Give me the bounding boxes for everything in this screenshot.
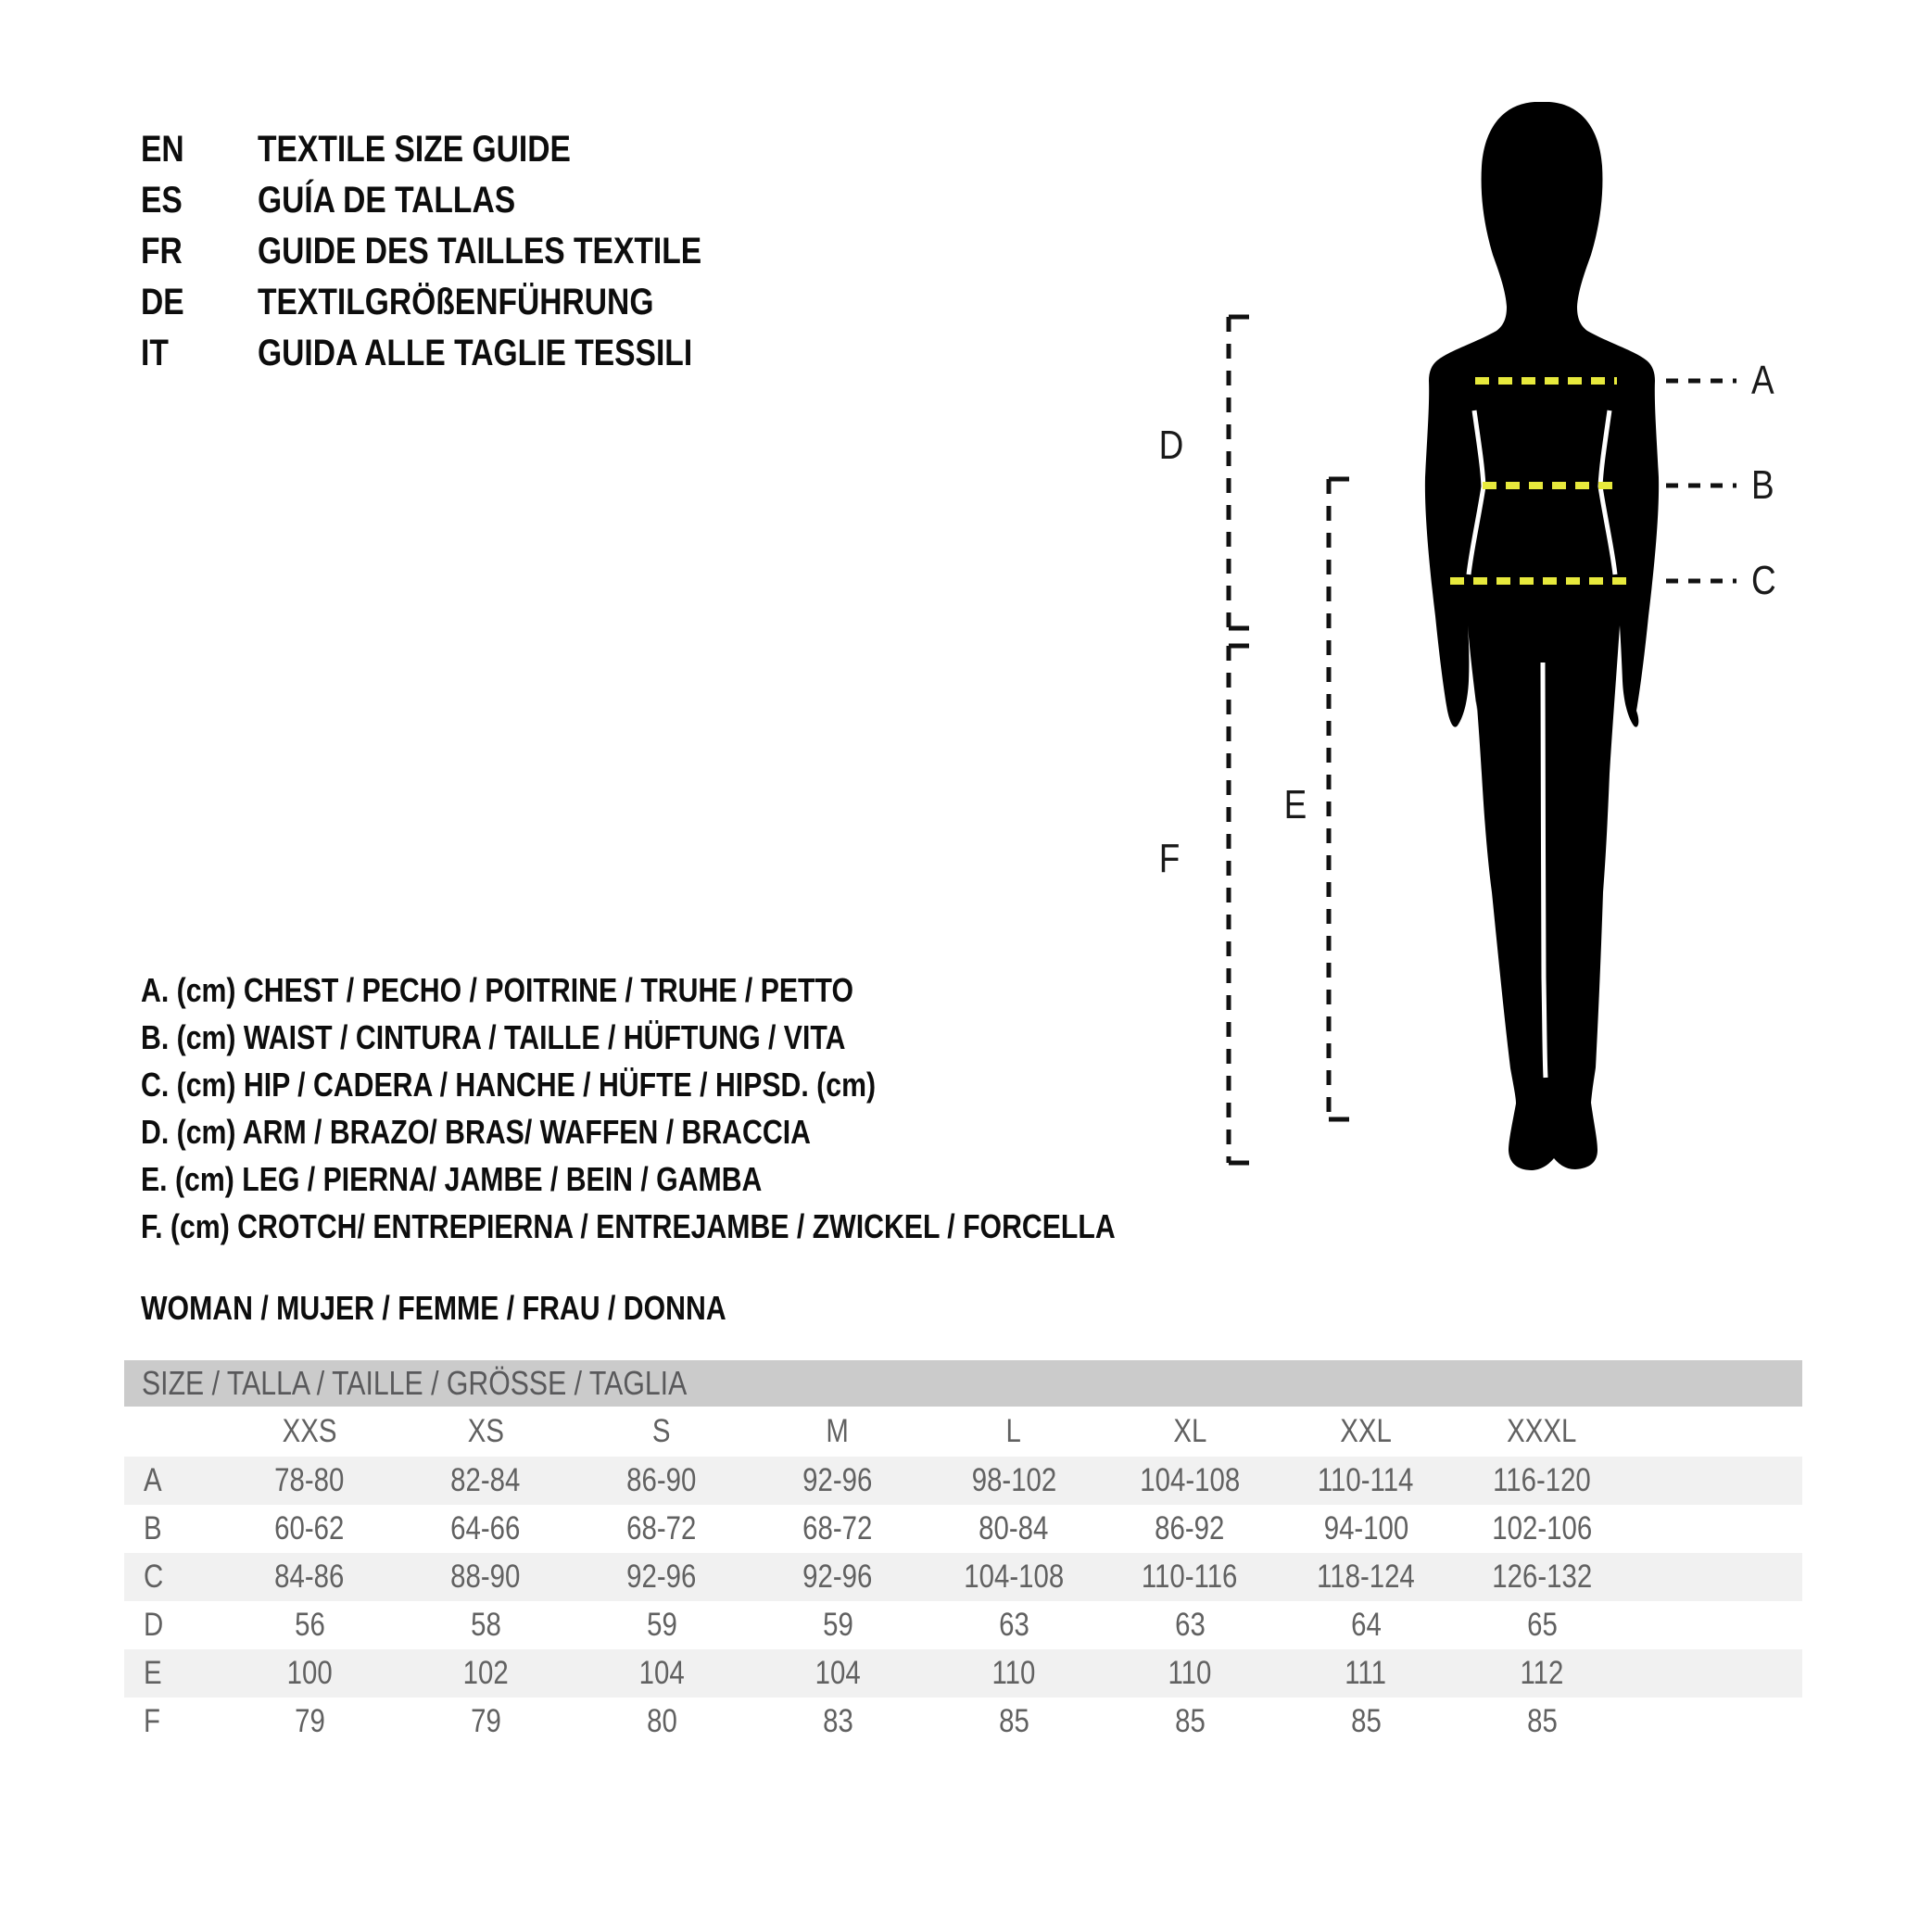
- legend-hip: C. (cm) HIP / CADERA / HANCHE / HÜFTE / HIPSD. (cm): [141, 1066, 877, 1104]
- measurement-legend: [141, 966, 1301, 1250]
- value-cell: 110-116: [1142, 1559, 1238, 1595]
- size-table-header: SIZE / TALLA / TAILLE / GRÖSSE / TAGLIA: [124, 1360, 1802, 1407]
- table-row-hip: [124, 1553, 1802, 1601]
- value-cell: 85: [1526, 1703, 1558, 1739]
- language-title: GUIDA ALLE TAGLIE TESSILI: [258, 333, 693, 373]
- value-cell: 126-132: [1492, 1559, 1592, 1595]
- woman-silhouette: [1425, 102, 1659, 1170]
- value-cell: 68-72: [802, 1510, 873, 1546]
- value-cell: 104-108: [964, 1559, 1064, 1595]
- size-col-header: L: [1005, 1413, 1022, 1449]
- table-row-waist: [124, 1505, 1802, 1553]
- row-label: F: [144, 1703, 160, 1739]
- language-code: EN: [141, 129, 184, 170]
- value-cell: 104: [814, 1655, 861, 1691]
- value-cell: 92-96: [802, 1462, 873, 1498]
- legend-waist: B. (cm) WAIST / CINTURA / TAILLE / HÜFTUNG / VITA: [141, 1018, 846, 1056]
- size-col-header: XS: [467, 1413, 504, 1449]
- value-cell: 110: [1168, 1655, 1212, 1691]
- value-cell: 85: [998, 1703, 1029, 1739]
- measure-label-e: E: [1283, 782, 1307, 827]
- row-label: B: [144, 1510, 162, 1546]
- table-row-arm: [124, 1601, 1802, 1649]
- value-cell: 110-114: [1318, 1462, 1414, 1498]
- size-col-header: M: [826, 1413, 850, 1449]
- language-row-en: [141, 124, 786, 175]
- language-row-it: [141, 328, 786, 379]
- value-cell: 102: [462, 1655, 509, 1691]
- language-code: IT: [141, 333, 169, 373]
- measure-label-c: C: [1751, 558, 1776, 603]
- language-title: TEXTILE SIZE GUIDE: [258, 129, 571, 170]
- measure-label-f: F: [1158, 836, 1181, 881]
- value-cell: 68-72: [626, 1510, 697, 1546]
- value-cell: 110: [991, 1655, 1036, 1691]
- legend-chest: A. (cm) CHEST / PECHO / POITRINE / TRUHE / PETTO: [141, 971, 853, 1009]
- value-cell: 100: [286, 1655, 333, 1691]
- value-cell: 94-100: [1323, 1510, 1408, 1546]
- legend-crotch: F. (cm) CROTCH/ ENTREPIERNA / ENTREJAMBE / ZWICKEL / FORCELLA: [141, 1207, 1116, 1245]
- value-cell: 80-84: [979, 1510, 1049, 1546]
- language-code: DE: [141, 282, 184, 322]
- value-cell: 111: [1345, 1655, 1387, 1691]
- value-cell: 58: [470, 1607, 501, 1643]
- value-cell: 60-62: [274, 1510, 345, 1546]
- language-row-es: [141, 175, 786, 226]
- size-col-header: XXS: [282, 1413, 337, 1449]
- value-cell: 84-86: [274, 1559, 345, 1595]
- measure-label-b: B: [1751, 462, 1774, 508]
- language-row-fr: [141, 226, 786, 277]
- value-cell: 78-80: [274, 1462, 345, 1498]
- legend-arm: D. (cm) ARM / BRAZO/ BRAS/ WAFFEN / BRACCIA: [141, 1113, 811, 1151]
- value-cell: 63: [1174, 1607, 1206, 1643]
- value-cell: 86-92: [1155, 1510, 1225, 1546]
- value-cell: 112: [1520, 1655, 1564, 1691]
- value-cell: 85: [1350, 1703, 1382, 1739]
- row-label: D: [144, 1607, 164, 1643]
- language-title: GUÍA DE TALLAS: [258, 180, 516, 221]
- value-cell: 86-90: [626, 1462, 697, 1498]
- language-code: ES: [141, 180, 183, 221]
- value-cell: 98-102: [971, 1462, 1056, 1498]
- size-table-sizes-row: [124, 1407, 1802, 1457]
- value-cell: 63: [998, 1607, 1029, 1643]
- language-code: FR: [141, 231, 183, 271]
- value-cell: 88-90: [450, 1559, 521, 1595]
- value-cell: 104: [638, 1655, 685, 1691]
- row-label: E: [144, 1655, 162, 1691]
- value-cell: 116-120: [1493, 1462, 1591, 1498]
- row-label: C: [144, 1559, 164, 1595]
- value-cell: 79: [294, 1703, 325, 1739]
- value-cell: 64-66: [450, 1510, 521, 1546]
- gender-heading: WOMAN / MUJER / FEMME / FRAU / DONNA: [141, 1289, 726, 1327]
- value-cell: 80: [646, 1703, 677, 1739]
- measure-label-a: A: [1751, 358, 1774, 403]
- size-col-header: XL: [1173, 1413, 1206, 1449]
- value-cell: 56: [294, 1607, 325, 1643]
- size-col-header: XXXL: [1507, 1413, 1577, 1449]
- value-cell: 85: [1174, 1703, 1206, 1739]
- language-title: GUIDE DES TAILLES TEXTILE: [258, 231, 702, 271]
- value-cell: 79: [470, 1703, 501, 1739]
- table-row-chest: [124, 1457, 1802, 1505]
- size-col-header: S: [652, 1413, 671, 1449]
- leg-gap-seam: [1543, 663, 1546, 1078]
- language-title-list: [141, 124, 786, 379]
- measure-label-d: D: [1158, 423, 1184, 468]
- value-cell: 59: [646, 1607, 677, 1643]
- value-cell: 65: [1526, 1607, 1558, 1643]
- value-cell: 118-124: [1317, 1559, 1415, 1595]
- size-table: [124, 1360, 1802, 1746]
- size-col-header: XXL: [1340, 1413, 1392, 1449]
- value-cell: 92-96: [626, 1559, 697, 1595]
- value-cell: 92-96: [802, 1559, 873, 1595]
- language-title: TEXTILGRÖßENFÜHRUNG: [258, 282, 654, 322]
- table-row-crotch: [124, 1698, 1802, 1746]
- value-cell: 64: [1350, 1607, 1382, 1643]
- value-cell: 83: [822, 1703, 853, 1739]
- legend-leg: E. (cm) LEG / PIERNA/ JAMBE / BEIN / GAMBA: [141, 1160, 763, 1198]
- language-row-de: [141, 277, 786, 328]
- value-cell: 104-108: [1140, 1462, 1240, 1498]
- table-row-leg: [124, 1649, 1802, 1698]
- value-cell: 59: [822, 1607, 853, 1643]
- row-label: A: [144, 1462, 162, 1498]
- value-cell: 82-84: [450, 1462, 521, 1498]
- value-cell: 102-106: [1492, 1510, 1592, 1546]
